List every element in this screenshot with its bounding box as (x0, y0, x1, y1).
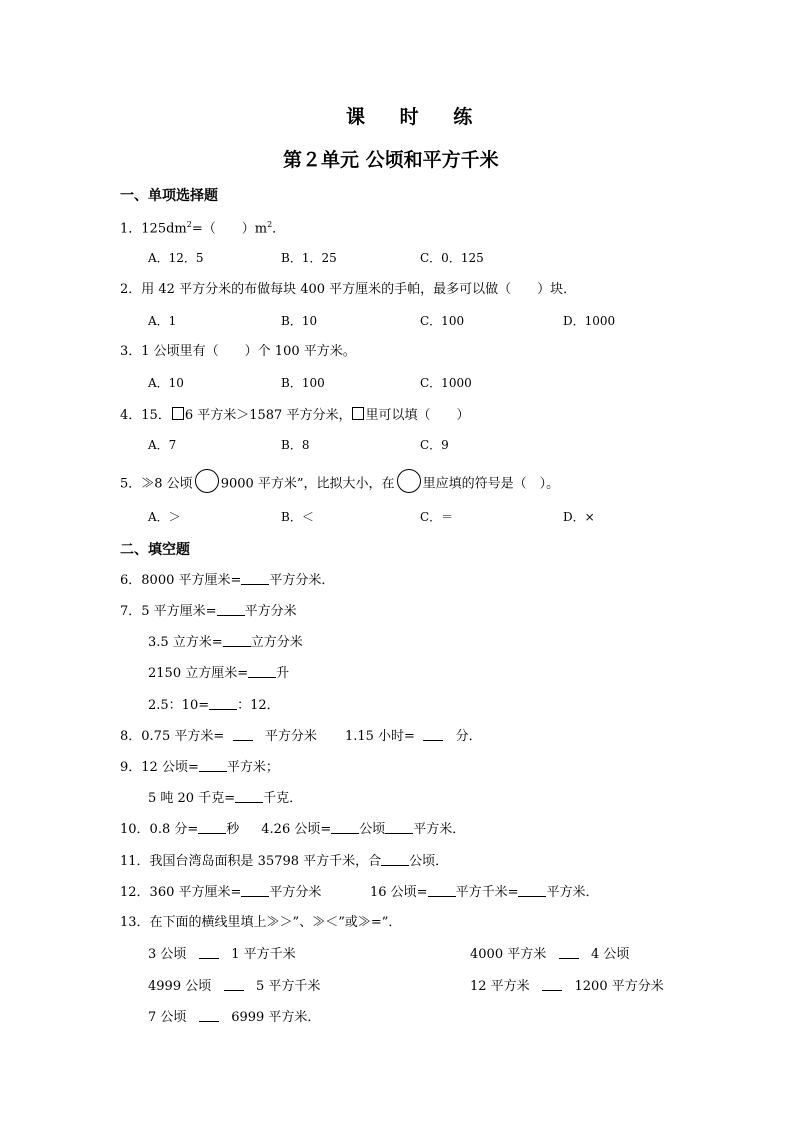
q9-line1-text-b: 平方米； (226, 760, 279, 775)
answer-blank[interactable] (235, 791, 263, 803)
q5-option-c: C．＝ (420, 510, 454, 524)
q1-text-mid: =（ ）m (191, 221, 268, 237)
q4-option-a: A．7 (148, 438, 177, 452)
q13-item1-right: 1 平方千米 (231, 947, 296, 962)
section-heading-choice: 一、单项选择题 (120, 188, 218, 204)
q4-text-end: 里可以填（ ） (365, 408, 470, 423)
q4-option-c: C．9 (420, 438, 449, 452)
answer-blank[interactable] (241, 573, 269, 585)
question-2: 2．用 42 平方分米的布做每块 400 平方厘米的手帕，最多可以做（ ）块． (120, 282, 577, 297)
answer-blank[interactable] (248, 666, 276, 678)
question-7-line-3 (148, 666, 289, 680)
q9-line1-text-a: 9．12 公顷= (120, 760, 199, 775)
q10-text-b: 秒 (226, 822, 240, 837)
answer-blank[interactable] (209, 698, 237, 710)
question-9-line-1 (120, 760, 279, 774)
answer-blank[interactable] (199, 760, 227, 772)
q8-text-c: 1.15 小时= (344, 729, 415, 744)
q7-line2-text-b: 立方分米 (250, 635, 303, 650)
q1-text-end: ． (272, 221, 286, 237)
question-3: 3．1 公顷里有（ ）个 100 平方米。 (120, 344, 356, 359)
section-heading-fill: 二、填空题 (120, 542, 190, 558)
q13-item-5 (148, 1010, 320, 1024)
question-11 (120, 854, 448, 868)
q7-line4-text-b: ：12． (237, 698, 280, 713)
q4-option-b: B．8 (281, 438, 310, 452)
q10-text-e: 平方米． (413, 822, 466, 837)
q13-item4-right: 1200 平方分米 (574, 979, 664, 994)
blank-box-icon (352, 407, 364, 420)
q5-option-b: B．＜ (281, 510, 314, 524)
question-7-line-2 (148, 635, 303, 649)
answer-blank[interactable] (217, 604, 245, 616)
answer-blank[interactable] (223, 635, 251, 647)
q5-text-end: 里应填的符号是（ ）。 (422, 476, 560, 492)
q3-option-c: C．1000 (420, 376, 472, 390)
answer-blank[interactable] (224, 979, 244, 991)
question-12 (120, 885, 321, 899)
q13-item-2 (470, 947, 629, 961)
answer-blank[interactable] (518, 885, 546, 897)
q7-line3-text-a: 2150 立方厘米= (148, 666, 249, 681)
q9-line2-text-b: 千克． (263, 791, 303, 806)
question-1 (120, 221, 285, 235)
answer-blank[interactable] (542, 979, 562, 991)
answer-blank[interactable] (199, 947, 219, 959)
q13-item1-left: 3 公顷 (148, 947, 187, 962)
q11-text-a: 11．我国台湾岛面积是 35798 平方千米，合 (120, 854, 382, 869)
answer-blank[interactable] (423, 729, 443, 741)
q13-item4-left: 12 平方米 (470, 979, 530, 994)
q12-text-a: 12．360 平方厘米= (120, 885, 242, 900)
q12-text-d: 平方千米= (455, 885, 519, 900)
q13-item3-left: 4999 公顷 (148, 979, 212, 994)
q8-text-d: 分． (455, 729, 482, 744)
q8-text-b: 平方分米 (264, 729, 317, 744)
question-6 (120, 573, 334, 587)
q1-option-b: B．1．25 (281, 251, 337, 265)
q4-text-pre: 4．15． (120, 408, 171, 423)
question-7-line-1 (120, 604, 297, 618)
question-12-part-2 (370, 885, 599, 899)
q7-line1-text-b: 平方分米 (244, 604, 297, 619)
page-subtitle: 第２单元 公顷和平方千米 (283, 149, 499, 171)
q12-text-c: 16 公顷= (370, 885, 428, 900)
q7-line1-text-a: 7．5 平方厘米= (120, 604, 217, 619)
question-4 (120, 407, 469, 422)
answer-blank[interactable] (241, 885, 269, 897)
q1-sup: 2 (186, 220, 192, 229)
q2-option-d: D．1000 (563, 314, 616, 328)
q1-option-a: A．12．5 (148, 251, 204, 265)
question-10 (120, 822, 465, 836)
answer-blank[interactable] (381, 854, 409, 866)
q5-option-d: D．× (563, 510, 595, 524)
q12-text-b: 平方分米 (269, 885, 322, 900)
q13-item-3 (148, 979, 320, 993)
q8-text-a: 8．0.75 平方米= (120, 729, 225, 744)
q12-text-e: 平方米． (546, 885, 599, 900)
q7-line4-text-a: 2.5：10= (148, 698, 210, 713)
q1-text-pre: 1．125dm (120, 221, 187, 237)
question-5 (120, 475, 559, 493)
page-title: 课 时 练 (346, 106, 487, 128)
answer-blank[interactable] (198, 822, 226, 834)
q3-option-a: A．10 (148, 376, 184, 390)
q13-item2-left: 4000 平方米 (470, 947, 547, 962)
q6-text-a: 6．8000 平方厘米= (120, 573, 242, 588)
q3-option-b: B．100 (281, 376, 325, 390)
q5-text-mid: 9000 平方米”，比拟大小，在 (220, 476, 395, 492)
answer-blank[interactable] (559, 947, 579, 959)
q10-text-c: 4.26 公顷= (261, 822, 332, 837)
answer-blank[interactable] (233, 729, 253, 741)
q4-text-mid: 6 平方米＞1587 平方分米， (184, 408, 352, 423)
answer-blank[interactable] (428, 885, 456, 897)
question-8 (120, 729, 482, 743)
q1-option-c: C．0．125 (420, 251, 484, 265)
blank-box-icon (172, 407, 184, 420)
q7-line2-text-a: 3.5 立方米= (148, 635, 223, 650)
q2-option-a: A．1 (148, 314, 177, 328)
q1-sup2: 2 (267, 220, 273, 229)
question-7-line-4 (148, 698, 280, 712)
q11-text-b: 公顷． (409, 854, 449, 869)
q13-item-1 (148, 947, 296, 961)
q6-text-b: 平方分米． (269, 573, 335, 588)
q5-option-a: A．＞ (148, 510, 181, 524)
question-9-line-2 (148, 791, 302, 805)
q7-line3-text-b: 升 (276, 666, 290, 681)
q13-item5-right: 6999 平方米． (231, 1010, 321, 1025)
answer-blank[interactable] (331, 822, 359, 834)
q10-text-d: 公顷 (359, 822, 386, 837)
q13-item-4 (470, 979, 664, 993)
q10-text-a: 10．0.8 分= (120, 822, 199, 837)
q13-item2-right: 4 公顷 (591, 947, 630, 962)
blank-circle-icon (195, 469, 219, 493)
q2-option-c: C．100 (420, 314, 465, 328)
q2-option-b: B．10 (281, 314, 318, 328)
q9-line2-text-a: 5 吨 20 千克= (148, 791, 236, 806)
answer-blank[interactable] (385, 822, 413, 834)
question-13: 13．在下面的横线里填上≫＞”、≫＜”或≫=”． (120, 915, 402, 930)
answer-blank[interactable] (199, 1010, 219, 1022)
blank-circle-icon (397, 469, 421, 493)
q13-item5-left: 7 公顷 (148, 1010, 187, 1025)
q13-item3-right: 5 平方千米 (256, 979, 321, 994)
q5-text-pre: 5．≫8 公顷 (120, 476, 193, 492)
